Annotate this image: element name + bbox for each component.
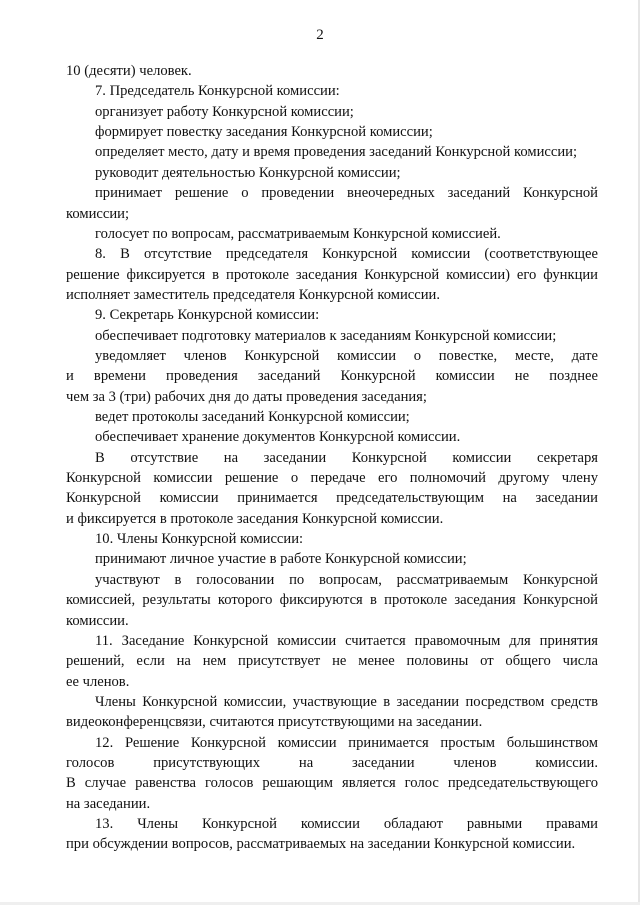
text-line: ее членов.	[66, 673, 130, 690]
text-line: обеспечивает хранение документов Конкурсной комиссии.	[95, 429, 461, 446]
text-line: В отсутствие на заседании Конкурсной комиссии секретаря	[95, 449, 598, 466]
text-line: уведомляет членов Конкурсной комиссии о повестке, месте, дате	[95, 347, 598, 364]
text-line: обеспечивает подготовку материалов к заседаниям Конкурсной комиссии;	[95, 327, 557, 344]
text-line: решений, если на нем присутствует не менее половины от общего числа	[66, 653, 598, 670]
text-line: решение фиксируется в протоколе заседания Конкурсной комиссии) его функции	[66, 266, 598, 283]
text-line: комиссией, результаты которого фиксируются в протоколе заседания Конкурсной	[66, 592, 598, 609]
text-line: организует работу Конкурсной комиссии;	[95, 103, 354, 120]
text-line: видеоконференцсвязи, считаются присутствующими на заседании.	[66, 714, 483, 731]
text-line: Члены Конкурсной комиссии, участвующие в заседании посредством средств	[95, 693, 598, 710]
text-line: 10. Члены Конкурсной комиссии:	[95, 531, 304, 547]
text-line: 9. Секретарь Конкурсной комиссии:	[95, 307, 320, 324]
page-number: 2	[316, 27, 324, 43]
text-line: на заседании.	[66, 795, 151, 812]
text-line: принимает решение о проведении внеочередных заседаний Конкурсной	[95, 185, 598, 202]
text-line: исполняет заместитель председателя Конкурсной комиссии.	[66, 286, 440, 303]
text-line: руководит деятельностью Конкурсной комиссии;	[95, 164, 401, 181]
text-line: чем за 3 (три) рабочих дня до даты проведения заседания;	[66, 388, 427, 405]
text-line: В случае равенства голосов решающим является голос председательствующего	[66, 775, 598, 792]
text-line: и времени проведения заседаний Конкурсной комиссии не позднее	[66, 368, 598, 385]
text-line: 12. Решение Конкурсной комиссии принимается простым большинством	[95, 734, 598, 751]
text-line: формирует повестку заседания Конкурсной комиссии;	[95, 124, 433, 141]
text-line: ведет протоколы заседаний Конкурсной комиссии;	[95, 409, 410, 425]
text-line: 11. Заседание Конкурсной комиссии считается правомочным для принятия	[95, 632, 598, 649]
text-line: 8. В отсутствие председателя Конкурсной комиссии (соответствующее	[95, 246, 598, 263]
text-line: принимают личное участие в работе Конкурсной комиссии;	[95, 551, 467, 568]
text-line: определяет место, дату и время проведения заседаний Конкурсной комиссии;	[95, 144, 578, 161]
text-line: участвуют в голосовании по вопросам, рассматриваемым Конкурсной	[95, 571, 598, 588]
text-line: голосов присутствующих на заседании членов комиссии.	[66, 754, 598, 771]
text-line: и фиксируется в протоколе заседания Конкурсной комиссии.	[66, 510, 444, 527]
text-line: 10 (десяти) человек.	[66, 63, 192, 79]
text-line: комиссии.	[66, 612, 129, 629]
text-line: Конкурсной комиссии решение о передаче его полномочий другому члену	[66, 470, 598, 486]
text-line: 7. Председатель Конкурсной комиссии:	[95, 83, 340, 100]
text-line: комиссии;	[66, 205, 130, 222]
text-line: при обсуждении вопросов, рассматриваемых на заседании Конкурсной комиссии.	[66, 836, 576, 853]
text-line: 13. Члены Конкурсной комиссии обладают равными правами	[95, 816, 598, 832]
text-line: голосует по вопросам, рассматриваемым Конкурсной комиссией.	[95, 225, 501, 242]
text-line: Конкурсной комиссии принимается председательствующим на заседании	[66, 490, 598, 507]
